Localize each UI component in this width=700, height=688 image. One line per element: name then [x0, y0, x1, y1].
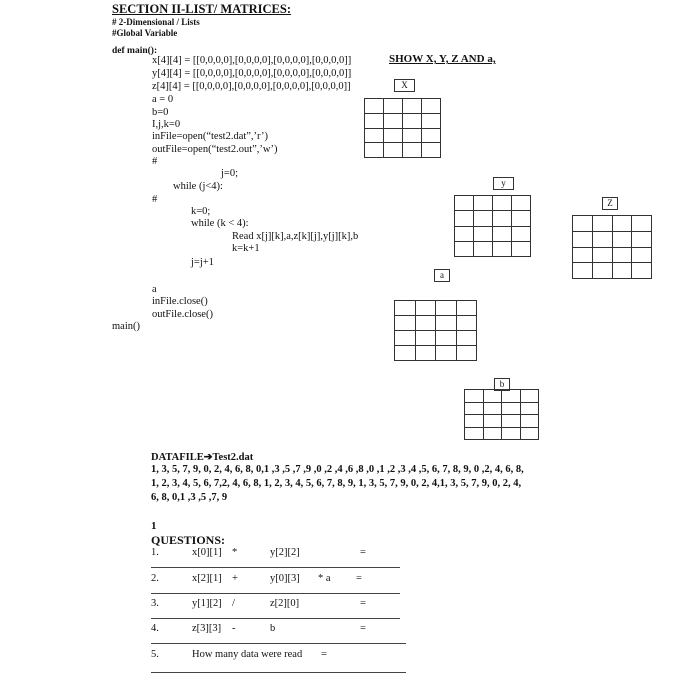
question-operator: / — [232, 598, 235, 609]
code-j-increment: j=j+1 — [191, 257, 214, 268]
code-a-statement: a — [152, 284, 157, 295]
question-operand-a: z[3][3] — [192, 623, 222, 634]
question-operator: * — [232, 547, 238, 558]
matrix-b-label: b — [494, 378, 510, 391]
answer-line — [151, 593, 400, 594]
question-text: How many data were read — [192, 649, 303, 660]
datafile-label: DATAFILE — [151, 452, 204, 463]
matrix-b-grid — [464, 389, 539, 440]
code-comment: # — [152, 156, 158, 167]
question-equals: = — [356, 573, 362, 584]
question-operator: - — [232, 623, 236, 634]
code-infile-open: inFile=open(“test2.dat”,’r’) — [152, 131, 268, 142]
question-operand-a: x[0][1] — [192, 547, 222, 558]
subtitle-global-variable: #Global Variable — [112, 28, 178, 38]
datafile-line: 6, 8, 0,1 ,3 ,5 ,7, 9 — [151, 492, 228, 503]
question-equals: = — [321, 649, 327, 660]
code-read-line: Read x[j][k],a,z[k][j],y[j][k],b — [232, 231, 359, 242]
question-operator: + — [232, 573, 238, 584]
question-extra-term: * a — [318, 573, 331, 584]
answer-line — [151, 618, 400, 619]
code-a-init: a = 0 — [152, 94, 174, 105]
question-operand-b: y[2][2] — [270, 547, 300, 558]
matrix-x-grid — [364, 98, 441, 158]
question-operand-b: z[2][0] — [270, 598, 300, 609]
datafile-heading — [151, 451, 253, 463]
code-outfile-close: outFile.close() — [152, 309, 213, 320]
code-def-main: def main(): — [112, 46, 158, 56]
answer-line — [151, 672, 406, 673]
code-x-decl: x[4][4] = [[0,0,0,0],[0,0,0,0],[0,0,0,0],[0,0,0,0]] — [152, 55, 352, 66]
matrix-z-grid — [572, 215, 652, 279]
questions-title: QUESTIONS: — [151, 533, 226, 547]
matrix-y-grid — [454, 195, 531, 257]
question-number: 3. — [151, 598, 159, 609]
code-b-init: b=0 — [152, 107, 169, 118]
code-k-increment: k=k+1 — [232, 243, 260, 254]
question-number: 5. — [151, 649, 159, 660]
question-equals: = — [360, 623, 366, 634]
code-while-k: while (k < 4): — [191, 218, 249, 229]
question-set-number: 1 — [151, 520, 157, 532]
question-equals: = — [360, 598, 366, 609]
section-title: SECTION II-LIST/ MATRICES: — [112, 2, 291, 16]
show-instruction: SHOW X, Y, Z AND a, — [389, 53, 496, 65]
question-equals: = — [360, 547, 366, 558]
matrix-z-label: Z — [602, 197, 618, 210]
subtitle-2d-lists: # 2-Dimensional / Lists — [112, 17, 200, 27]
question-number: 1. — [151, 547, 159, 558]
question-operand-a: x[2][1] — [192, 573, 222, 584]
question-number: 4. — [151, 623, 159, 634]
code-y-decl: y[4][4] = [[0,0,0,0],[0,0,0,0],[0,0,0,0],[0,0,0,0]] — [152, 68, 352, 79]
datafile-line: 1, 2, 3, 4, 5, 6, 7,2, 4, 6, 8, 1, 2, 3, 4, 5, 6, 7, 8, 9, 1, 3, 5, 7, 9, 0, 2, 4,1, 3, 5, 7, 9, 0, 2, 4, — [151, 478, 522, 489]
matrix-a-grid — [394, 300, 477, 361]
matrix-y-label: y — [493, 177, 514, 190]
question-operand-a: y[1][2] — [192, 598, 222, 609]
code-j-init: j=0; — [221, 168, 239, 179]
code-while-j: while (j<4): — [173, 181, 223, 192]
matrix-x-label: X — [394, 79, 415, 92]
matrix-a-label: a — [434, 269, 450, 282]
arrow-right-icon: ➔ — [203, 452, 213, 463]
code-z-decl: z[4][4] = [[0,0,0,0],[0,0,0,0],[0,0,0,0],[0,0,0,0]] — [152, 81, 351, 92]
question-operand-b: y[0][3] — [270, 573, 300, 584]
datafile-line: 1, 3, 5, 7, 9, 0, 2, 4, 6, 8, 0,1 ,3 ,5 ,7 ,9 ,0 ,2 ,4 ,6 ,8 ,0 ,1 ,2 ,3 ,4 ,5, 6, 7, 8, 9, 0 ,2, 4, 6, 8, — [151, 464, 524, 475]
code-infile-close: inFile.close() — [152, 296, 208, 307]
code-comment: # — [152, 194, 158, 205]
answer-line — [151, 567, 400, 568]
question-number: 2. — [151, 573, 159, 584]
datafile-name: Test2.dat — [212, 452, 254, 463]
question-operand-b: b — [270, 623, 276, 634]
answer-line — [151, 643, 406, 644]
code-outfile-open: outFile=open(“test2.out”,’w’) — [152, 144, 278, 155]
code-main-call: main() — [112, 321, 140, 332]
code-k-init: k=0; — [191, 206, 211, 217]
code-ijk-init: I,j,k=0 — [152, 119, 181, 130]
